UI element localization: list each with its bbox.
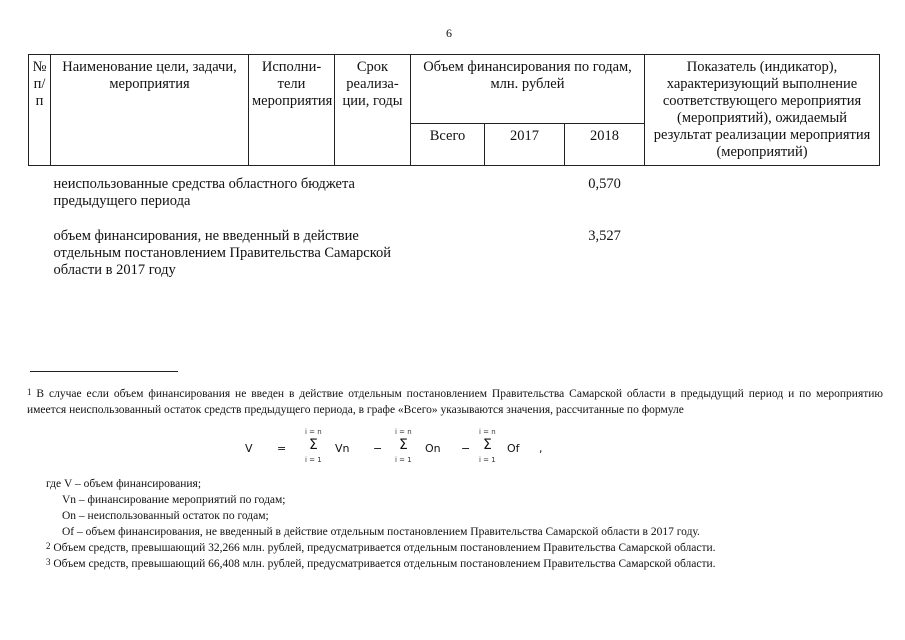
- formula-minus: −: [373, 442, 383, 455]
- footnote-separator: [30, 371, 178, 372]
- header-name: Наименование цели, задачи, мероприятия: [51, 55, 249, 166]
- row-value-2018: 3,527: [588, 228, 621, 244]
- footnote-vn: Vn – финансирование мероприятий по годам;: [62, 494, 286, 506]
- formula-sigma: Σ: [399, 437, 408, 453]
- formula-term-on: On: [425, 442, 441, 455]
- formula-lower-limit: i = 1: [395, 456, 412, 464]
- formula-term-of: Of: [507, 442, 520, 455]
- footnote-3-text: Объем средств, превышающий 66,408 млн. рублей, предусматривается отдельным постановлением Правительства Самарской области.: [53, 558, 716, 570]
- formula-upper-limit: i = n: [479, 428, 496, 436]
- footnote-1: [27, 386, 883, 418]
- header-total: Всего: [411, 124, 485, 166]
- formula-term-vn: Vn: [335, 442, 350, 455]
- footnote-on: On – неиспользованный остаток по годам;: [62, 510, 269, 522]
- formula-sigma: Σ: [483, 437, 492, 453]
- footnote-2-text: Объем средств, превышающий 32,266 млн. рублей, предусматривается отдельным постановлением Правительства Самарской области.: [53, 542, 716, 554]
- page-number: 6: [446, 26, 452, 40]
- formula: [245, 428, 575, 468]
- footnote-where: где V – объем финансирования;: [46, 478, 202, 490]
- footnote-2: [46, 540, 716, 556]
- formula-comma: ,: [539, 442, 543, 455]
- formula-equals: =: [277, 442, 287, 455]
- formula-upper-limit: i = n: [305, 428, 322, 436]
- header-term: Срок реализа-ции, годы: [335, 55, 411, 166]
- header-indicator: Показатель (индикатор), характеризующий выполнение соответствующего мероприятия (мероприятий), ожидаемый результат реализации мероприятия (мероприятий): [645, 55, 880, 166]
- footnote-3: [46, 556, 716, 572]
- footnote-1-text: В случае если объем финансирования не введен в действие отдельным постановлением Правительства Самарской области в предыдущий период и по мероприятию имеется неиспользованный остаток средств предыдущего периода, в графе «Всего» указываются значения, рассчитанные по формуле: [27, 388, 884, 416]
- header-2017: 2017: [485, 124, 565, 166]
- formula-lower-limit: i = 1: [305, 456, 322, 464]
- header-financing: Объем финансирования по годам, млн. рублей: [411, 55, 645, 124]
- header-executors: Исполни-тели мероприятия: [249, 55, 335, 166]
- header-2018: 2018: [565, 124, 645, 166]
- row-name: неиспользованные средства областного бюджета предыдущего периода: [53, 176, 355, 209]
- footnote-mark-1: 1: [27, 387, 32, 397]
- formula-lower-limit: i = 1: [479, 456, 496, 464]
- footnote-mark-3: 3: [46, 557, 51, 567]
- formula-sigma: Σ: [309, 437, 318, 453]
- financing-table: [28, 54, 880, 279]
- table-row: [29, 166, 880, 223]
- footnote-of: Of – объем финансирования, не введенный в действие отдельным постановлением Правительства Самарской области в 2017 году.: [62, 526, 700, 538]
- table-row: [29, 222, 880, 279]
- formula-minus: −: [461, 442, 471, 455]
- footnote-mark-2: 2: [46, 541, 51, 551]
- formula-upper-limit: i = n: [395, 428, 412, 436]
- formula-lhs: V: [245, 442, 253, 455]
- row-value-2018: 0,570: [588, 176, 621, 192]
- header-num: № п/п: [29, 55, 51, 166]
- row-name: объем финансирования, не введенный в действие отдельным постановлением Правительства Самарской области в 2017 году: [53, 228, 392, 278]
